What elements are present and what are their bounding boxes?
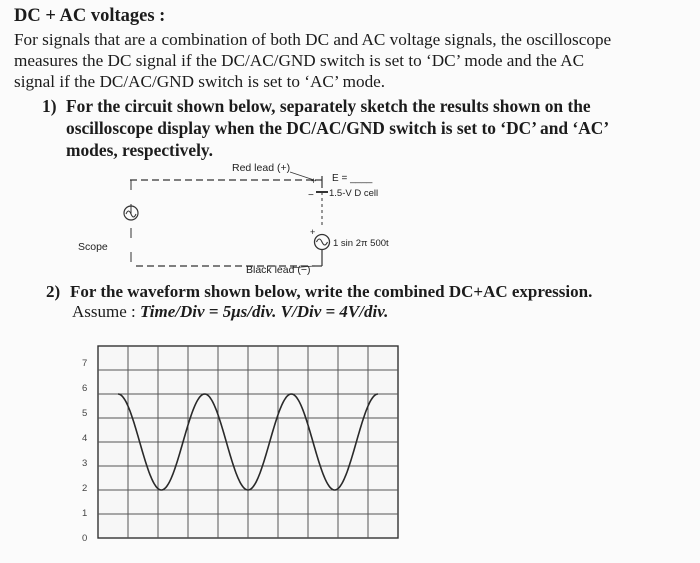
intro-line: signal if the DC/AC/GND switch is set to ‘AC’ mode. — [14, 72, 386, 91]
y-tick-label: 3 — [82, 458, 88, 469]
battery-voltage-label: E = ____ — [332, 173, 373, 184]
ac-source-label: 1 sin 2π 500t — [333, 238, 389, 249]
red-lead-label: Red lead (+) — [232, 162, 291, 174]
y-tick-label: 2 — [82, 483, 88, 494]
question-1-line: For the circuit shown below, separately sketch the results shown on the — [66, 96, 591, 116]
y-tick-label: 0 — [82, 533, 88, 544]
scope-grid — [98, 346, 398, 538]
battery-plus-sign: + — [311, 176, 317, 186]
intro-line: For signals that are a combination of both DC and AC voltage signals, the oscilloscope — [14, 30, 612, 49]
question-2 — [46, 282, 686, 322]
scope-y-ticks — [82, 358, 87, 544]
ac-source-sine-icon — [317, 239, 328, 245]
intro-paragraph — [14, 29, 694, 92]
battery-minus-sign: − — [308, 190, 314, 201]
black-lead-label: Black lead (−) — [246, 264, 311, 276]
question-2-line — [46, 282, 686, 302]
question-2-text: For the waveform shown below, write the combined DC+AC expression. — [70, 282, 593, 301]
question-1-line: modes, respectively. — [66, 140, 213, 160]
y-tick-label: 5 — [82, 408, 88, 419]
y-tick-label: 4 — [82, 433, 88, 444]
question-2-assumption — [46, 302, 686, 322]
battery-cell-label: 1.5-V D cell — [329, 188, 379, 199]
question-1-number: 1) — [42, 96, 57, 116]
section-heading: DC + AC voltages : — [14, 6, 166, 26]
y-tick-label: 7 — [82, 358, 88, 369]
oscilloscope-display — [60, 336, 420, 556]
question-1-line: oscilloscope display when the DC/AC/GND switch is set to ‘DC’ and ‘AC’ — [66, 118, 610, 138]
y-tick-label: 6 — [82, 383, 88, 394]
ac-plus-sign: + — [310, 227, 316, 237]
assumption-prefix: Assume : — [72, 302, 140, 321]
scope-label: Scope — [78, 241, 108, 253]
y-tick-label: 1 — [82, 508, 88, 519]
question-1 — [42, 95, 682, 161]
question-2-number: 2) — [46, 282, 61, 301]
intro-line: measures the DC signal if the DC/AC/GND switch is set to ‘DC’ mode and the AC — [14, 51, 585, 70]
question-1-text — [66, 95, 682, 161]
circuit-diagram — [70, 158, 400, 280]
assumption-values: Time/Div = 5μs/div. V/Div = 4V/div. — [140, 302, 389, 321]
